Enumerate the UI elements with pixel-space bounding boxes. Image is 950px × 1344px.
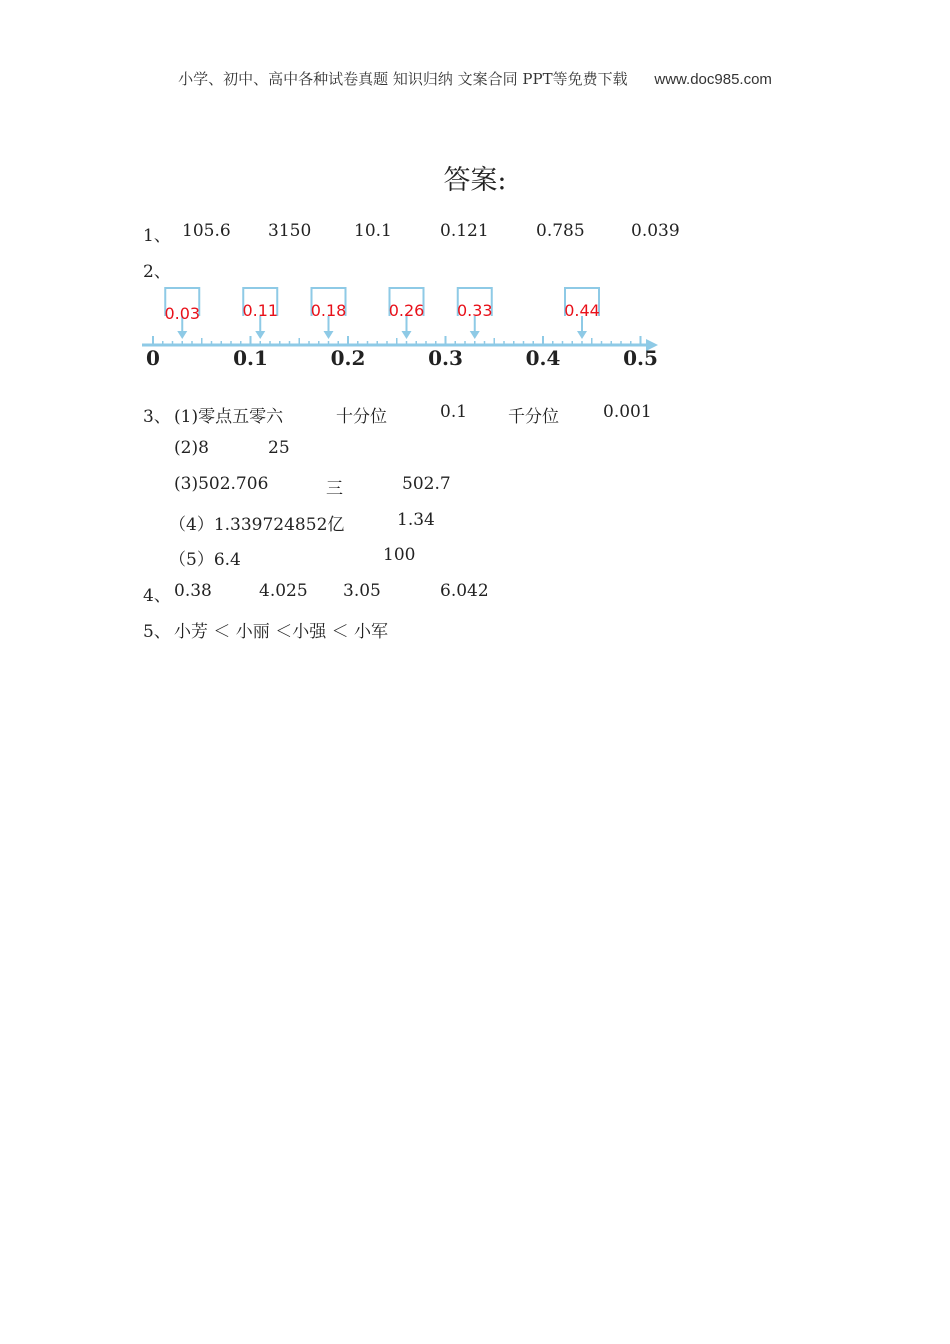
answer-3-1-value: 0.1 xyxy=(440,402,468,422)
value-marker-label: 0.18 xyxy=(310,301,347,320)
value-marker-arrowhead xyxy=(255,331,265,339)
number-line-figure xyxy=(140,283,665,373)
answer-1-value: 0.785 xyxy=(536,221,585,241)
number-line-tick-label: 0.2 xyxy=(330,346,366,370)
answer-3-3-value: (3)502.706 xyxy=(174,474,269,494)
page-header xyxy=(0,68,950,89)
answer-4-number: 4、 xyxy=(143,586,171,606)
answer-1-value: 105.6 xyxy=(182,221,231,241)
answer-3-1-value: 千分位 xyxy=(508,407,559,427)
answer-3-2-value: (2)8 xyxy=(174,438,209,458)
answer-3-5-value: 100 xyxy=(383,545,416,565)
answer-1-number: 1、 xyxy=(143,226,171,246)
header-text: 小学、初中、高中各种试卷真题 知识归纳 文案合同 PPT等免费下载 xyxy=(178,70,628,88)
page-title: 答案: xyxy=(443,165,507,196)
number-line-tick-label: 0.4 xyxy=(525,346,561,370)
answer-1-value: 10.1 xyxy=(354,221,392,241)
answer-3-4-value: 1.34 xyxy=(397,510,435,530)
answer-1-value: 3150 xyxy=(268,221,312,241)
value-marker-label: 0.03 xyxy=(164,304,201,323)
answer-1-value: 0.121 xyxy=(440,221,489,241)
answer-3-1-value: (1)零点五零六 xyxy=(174,407,284,427)
number-line-tick-label: 0.1 xyxy=(233,346,268,370)
value-marker-arrowhead xyxy=(577,331,587,339)
answer-3-3-value: 三 xyxy=(326,479,343,499)
answer-4-value: 0.38 xyxy=(174,581,212,601)
number-line-tick-label: 0.3 xyxy=(428,346,463,370)
number-line-tick-label: 0.5 xyxy=(623,346,658,370)
value-marker-arrowhead xyxy=(402,331,412,339)
value-marker-arrowhead xyxy=(177,331,187,339)
value-marker-arrowhead xyxy=(470,331,480,339)
answer-3-5-value: （5）6.4 xyxy=(169,550,241,570)
answer-3-2-value: 25 xyxy=(268,438,290,458)
number-line-tick-label: 0 xyxy=(146,346,160,370)
answer-3-4-value: （4）1.339724852亿 xyxy=(169,515,345,535)
answer-3-number: 3、 xyxy=(143,407,171,427)
answer-5-value: 小芳 ＜ 小丽 ＜小强 ＜ 小军 xyxy=(174,622,389,642)
answer-4-value: 6.042 xyxy=(440,581,489,601)
answer-1-value: 0.039 xyxy=(631,221,680,241)
value-marker-label: 0.33 xyxy=(456,301,493,320)
answer-3-1-value: 0.001 xyxy=(603,402,652,422)
answer-3-1-value: 十分位 xyxy=(336,407,387,427)
answer-4-value: 3.05 xyxy=(343,581,381,601)
value-marker-arrowhead xyxy=(324,331,334,339)
answer-5-number: 5、 xyxy=(143,622,171,642)
value-marker-label: 0.26 xyxy=(388,301,425,320)
value-marker-label: 0.11 xyxy=(242,301,279,320)
answer-4-value: 4.025 xyxy=(259,581,308,601)
answer-2-number: 2、 xyxy=(143,262,171,282)
header-site-link[interactable]: www.doc985.com xyxy=(654,71,772,88)
value-marker-label: 0.44 xyxy=(564,301,600,320)
answer-3-3-value: 502.7 xyxy=(402,474,451,494)
